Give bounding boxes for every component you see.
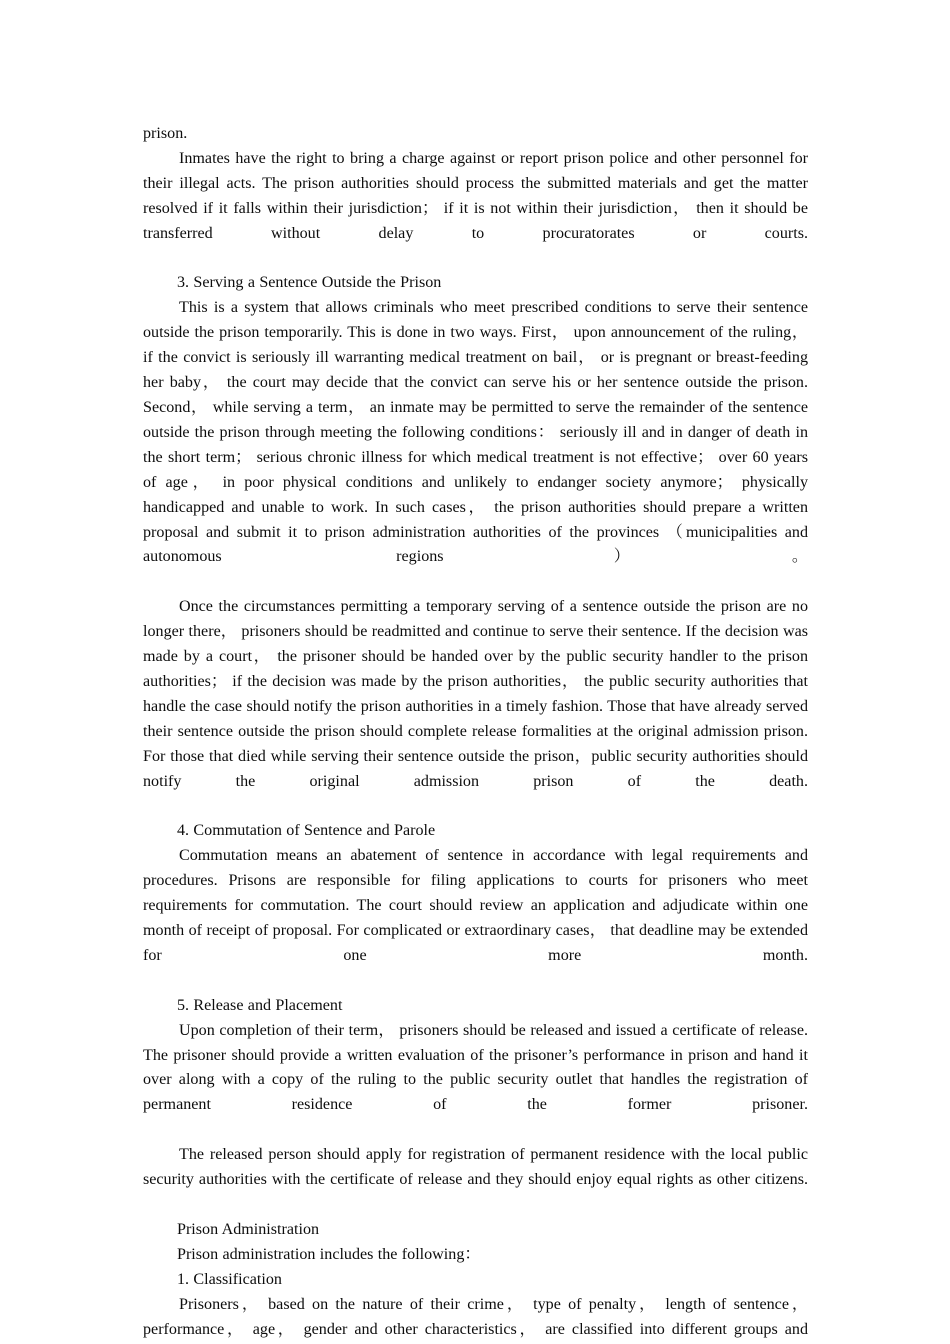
paragraph-readmission-circumstances: Once the circumstances permitting a temporary serving of a sentence outside the prison are no longer there， prisoners should be readmitted and continue to serve their sentence. If the decision was made by a court， the prisoner should be handed over by the public security handler to the prison authorities； if the decision was made by the prison authorities， the public security authorities that handle the case should notify the prison authorities in a timely fashion. Those that have already served their sentence outside the prison should complete release formalities at the original admission prison. For those that died while serving their sentence outside the prison，public security authorities should notify the original admission prison of the death. bbox=[143, 598, 808, 790]
heading-4-commutation-of-sentence-and-parole: 4. Commutation of Sentence and Parole bbox=[177, 822, 436, 840]
paragraph-continuation-prison: prison. bbox=[143, 125, 188, 142]
paragraph-serving-sentence-outside-prison-system: This is a system that allows criminals who meet prescribed conditions to serve their sentence outside the prison temporarily. This is done in two ways. First， upon announcement of the ruling， if the convict is seriously ill warranting medical treatment on bail， or is pregnant or breast-feeding her baby， the court may decide that the convict can serve his or her sentence outside the prison. Second， while serving a term， an inmate may be permitted to serve the remainder of the sentence outside the prison through meeting the following conditions： seriously ill and in danger of death in the short term； serious chronic illness for which medical treatment is not effective； over 60 years of age， in poor physical conditions and unlikely to endanger society anymore； physically handicapped and unable to work. In such cases， the prison authorities should prepare a written proposal and submit it to prison administration authorities of the provinces （municipalities and autonomous regions）。 bbox=[143, 299, 808, 566]
heading-5-release-and-placement: 5. Release and Placement bbox=[177, 996, 343, 1014]
paragraph-released-person-residence: The released person should apply for registration of permanent residence with the local public security authorities with the certificate of release and they should enjoy equal rights as other citizens. bbox=[143, 1146, 808, 1189]
paragraph-classification-criteria: Prisoners， based on the nature of their crime， type of penalty， length of sentence，performance， age， gender and other characteristics， are classified into different groups and bbox=[143, 1295, 808, 1338]
line-prison-administration-includes: Prison administration includes the following： bbox=[177, 1245, 481, 1263]
heading-1-classification: 1. Classification bbox=[177, 1270, 282, 1288]
paragraph-inmates-rights: Inmates have the right to bring a charge against or report prison police and other personnel for their illegal acts. The prison authorities should process the submitted materials and get the matter resolved if it falls within their jurisdiction； if it is not within their jurisdiction， then it should be transferred without delay to procuratorates or courts. bbox=[143, 149, 808, 242]
heading-prison-administration: Prison Administration bbox=[177, 1220, 320, 1238]
paragraph-commutation-definition: Commutation means an abatement of sentence in accordance with legal requirements and procedures. Prisons are responsible for filing applications to courts for prisoners who meet requirements for commutation. The court should review an application and adjudicate within one month of receipt of proposal. For complicated or extraordinary cases， that deadline may be extended for one more month. bbox=[143, 847, 808, 964]
heading-3-serving-sentence-outside-prison: 3. Serving a Sentence Outside the Prison bbox=[177, 274, 442, 292]
paragraph-release-certificate: Upon completion of their term， prisoners should be released and issued a certificate of release. The prisoner should provide a written evaluation of the prisoner’s performance in prison and hand it over along with a copy of the ruling to the public security outlet that handles the registration of permanent residence of the former prisoner. bbox=[143, 1021, 808, 1114]
document-text-column bbox=[143, 122, 808, 1344]
